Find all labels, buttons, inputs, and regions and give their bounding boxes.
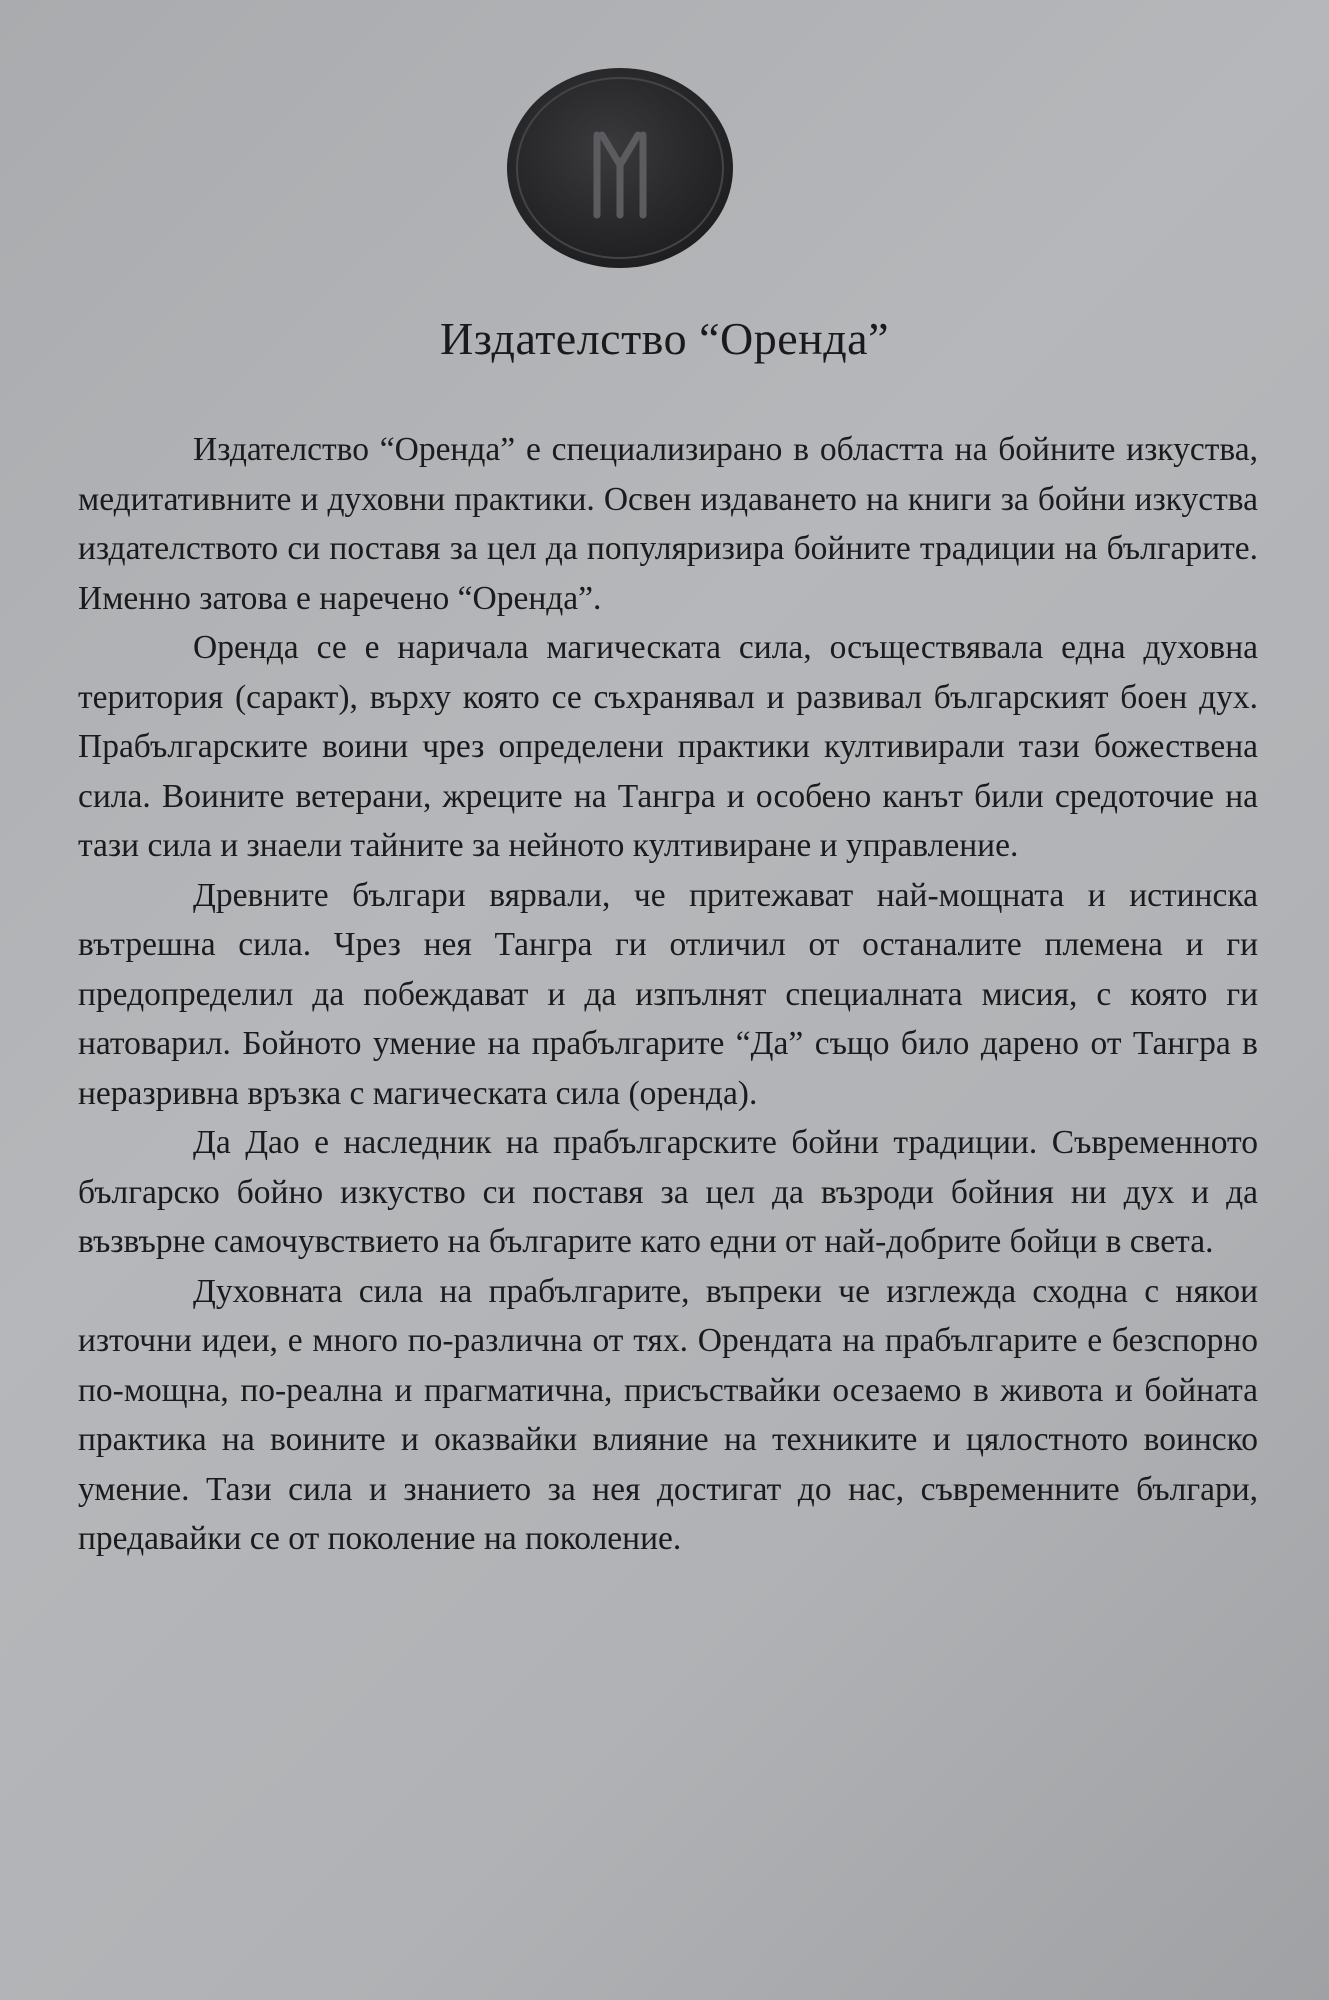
paragraph: Оренда се е наричала магическата сила, осъществявала една духовна територия (саракт), върху която се съхранявал и развивал българският боен дух. Прабългарските воини чрез определени практики култивирали тази божествена сила. Воините ветерани, жреците на Тангра и особено канът били средоточие на тази сила и знаели тайните за нейното култивиране и управление. (78, 629, 1258, 864)
paragraph: Духовната сила на прабългарите, въпреки че изглежда сходна с някои източни идеи, е много по-различна от тях. Орендата на прабългарите е безспорно по-мощна, по-реална и прагматична, присъствайки осезаемо в живота и бойната практика на воините и оказвайки влияние на техниките и цялостното воинско умение. Тази сила и знанието за нея достигат до нас, съвременните българи, предавайки се от поколение на поколение. (78, 1272, 1258, 1557)
page-title: Издателство “Оренда” (440, 313, 889, 364)
paragraph: Да Дао е наследник на прабългарските бойни традиции. Съвременното българско бойно изкуство си поставя за цел да възроди бойния ни дух и да възвърне самочувствието на българите като едни от най-добрите бойци в света. (78, 1124, 1258, 1260)
paragraph: Древните българи вярвали, че притежават най-мощната и истинска вътрешна сила. Чрез нея Тангра ги отличил от останалите племена и ги предопределил да побеждават и да изпълнят специалната мисия, с която ги натоварил. Бойното умение на прабългарите “Да” също било дарено от Тангра в неразривна връзка с магическата сила (оренда). (78, 876, 1258, 1112)
publisher-emblem-icon (505, 65, 735, 270)
body-text (78, 425, 1258, 1564)
paragraph: Издателство “Оренда” е специализирано в областта на бойните изкуства, медитативните и духовни практики. Освен издаването на книги за бойни изкуства издателството си поставя за цел да популяризира бойните традиции на българите. Именно затова е наречено “Оренда”. (78, 431, 1258, 617)
